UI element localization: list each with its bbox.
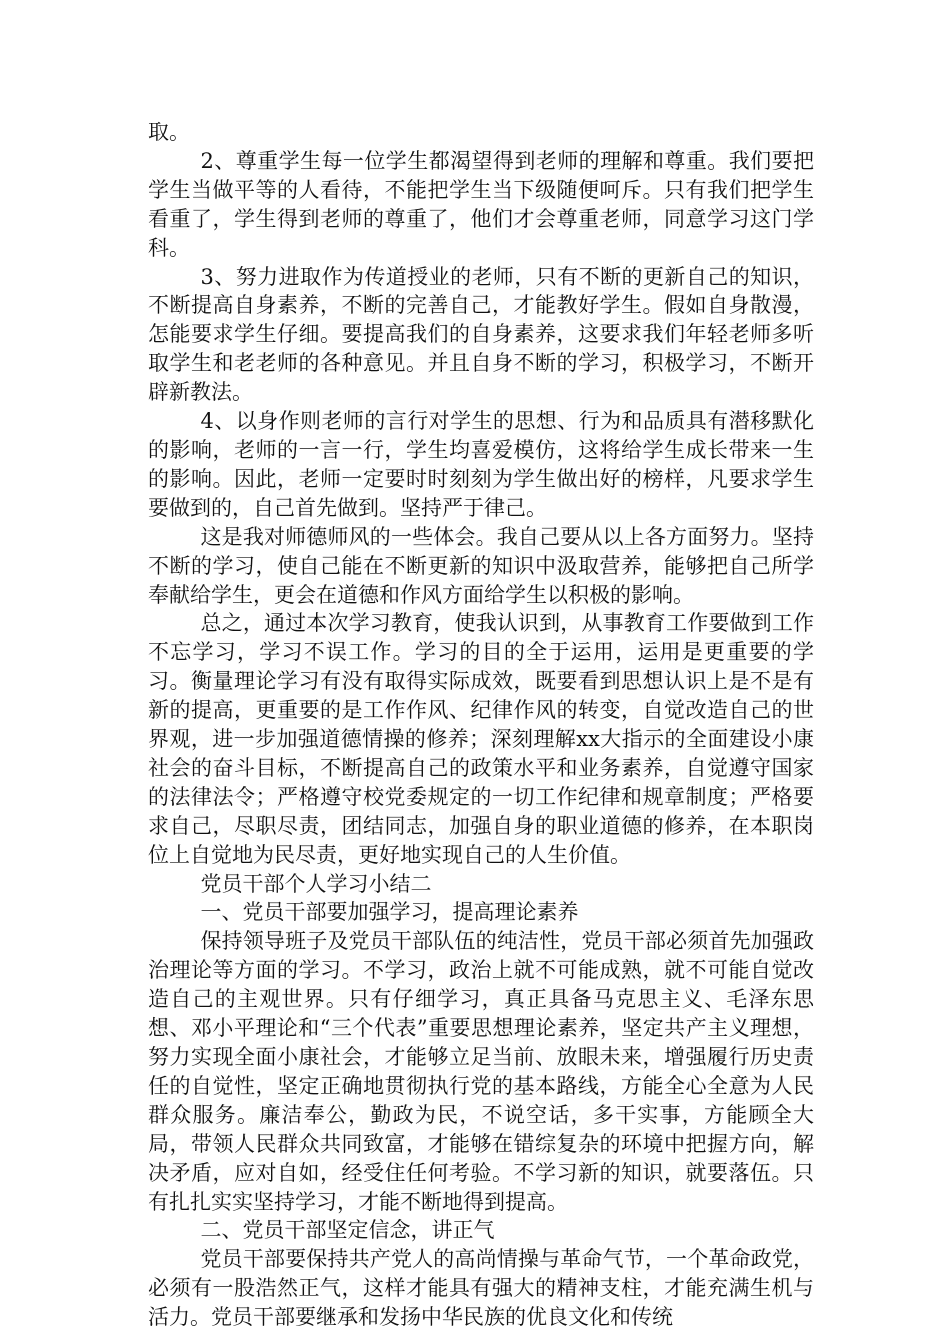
paragraph-part-one: 保持领导班子及党员干部队伍的纯洁性，党员干部必须首先加强政治理论等方面的学习。不学习，政治上就不可能成熟，就不可能自觉改造自己的主观世界。只有仔细学习，真正具备马克思主义、毛泽东思想、邓小平理论和“三个代表”重要思想理论素养，坚定共产主义理想，努力实现全面小康社会，才能够立足当前、放眼未来，增强履行历史责任的自觉性，坚定正确地贯彻执行党的基本路线，方能全心全意为人民群众服务。廉洁奉公，勤政为民，不说空话，多干实事，方能顾全大局，带领人民群众共同致富，才能够在错综复杂的环境中把握方向，解决矛盾，应对自如，经受住任何考验。不学习新的知识，就要落伍。只有扎扎实实坚持学习，才能不断地得到提高。	[148, 929, 814, 1214]
paragraph-respect-students: 2、尊重学生每一位学生都渴望得到老师的理解和尊重。我们要把学生当做平等的人看待，不能把学生当下级随便呵斥。只有我们把学生看重了，学生得到老师的尊重了，他们才会尊重老师，同意学习这门学科。	[148, 148, 814, 260]
section-title: 党员干部个人学习小结二	[200, 871, 432, 896]
paragraph-continuation: 取。	[148, 120, 190, 144]
paragraph-reflection: 这是我对师德师风的一些体会。我自己要从以上各方面努力。坚持不断的学习，使自己能在不断更新的知识中汲取营养，能够把自己所学奉献给学生，更会在道德和作风方面给学生以积极的影响。	[148, 524, 814, 607]
paragraph-conclusion: 总之，通过本次学习教育，使我认识到，从事教育工作要做到工作不忘学习，学习不误工作。学习的目的全于运用，运用是更重要的学习。衡量理论学习有没有取得实际成效，既要看到思想认识上是不是有新的提高，更重要的是工作作风、纪律作风的转变，自觉改造自己的世界观，进一步加强道德情操的修养；深刻理解xx大指示的全面建设小康社会的奋斗目标，不断提高自己的政策水平和业务素养，自觉遵守国家的法律法令；严格遵守校党委规定的一切工作纪律和规章制度；严格要求自己，尽职尽责，团结同志，加强自身的职业道德的修养，在本职岗位上自觉地为民尽责，更好地实现自己的人生价值。	[148, 611, 814, 867]
paragraph-lead-by-example: 4、以身作则老师的言行对学生的思想、行为和品质具有潜移默化的影响，老师的一言一行，学生均喜爱模仿，这将给学生成长带来一生的影响。因此，老师一定要时时刻刻为学生做出好的榜样，凡要求学生要做到的，自己首先做到。坚持严于律己。	[148, 409, 814, 520]
paragraph-part-two: 党员干部要保持共产党人的高尚情操与革命气节，一个革命政党，必须有一股浩然正气，这样才能具有强大的精神支柱，才能充满生机与活力。党员干部要继承和发扬中华民族的优良文化和传统	[148, 1247, 814, 1330]
heading-part-two: 二、党员干部坚定信念，讲正气	[200, 1218, 495, 1243]
heading-part-one: 一、党员干部要加强学习，提高理论素养	[200, 900, 579, 925]
paragraph-strive-forward: 3、努力进取作为传道授业的老师，只有不断的更新自己的知识，不断提高自身素养，不断的完善自己，才能教好学生。假如自身散漫，怎能要求学生仔细。要提高我们的自身素养，这要求我们年轻老师多听取学生和老老师的各种意见。并且自身不断的学习，积极学习，不断开辟新教法。	[148, 264, 814, 405]
document-body	[148, 118, 814, 1332]
